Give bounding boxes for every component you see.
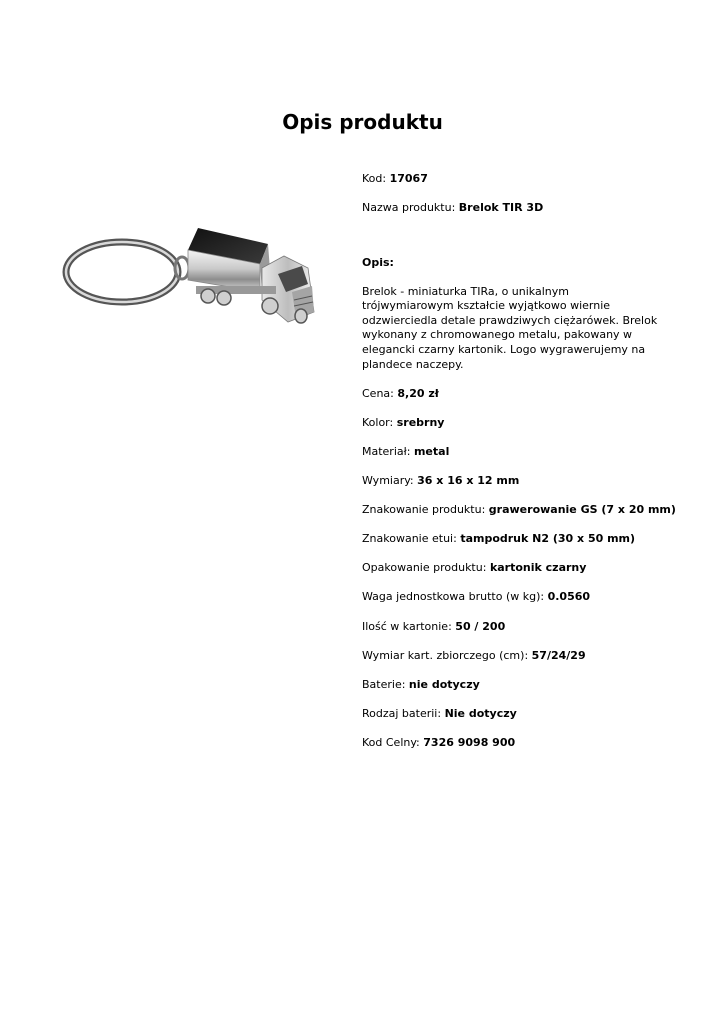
- attribute-label: Kolor:: [362, 415, 394, 429]
- attribute-label: Waga jednostkowa brutto (w kg):: [362, 590, 545, 604]
- description-text: Brelok - miniaturka TIRa, o unikalnym trójwymiarowym kształcie wyjątkowo wiernie odzwierciedla detale prawdziwych ciężarówek. Brelok wykonany z chromowanego metalu, pakowany w elegancki czarny kartonik. Logo wygrawerujemy na plandece naczepy.: [362, 284, 658, 371]
- attribute-value: grawerowanie GS (7 x 20 mm): [488, 503, 676, 517]
- attribute-value: 0.0560: [547, 590, 591, 604]
- page-title: Opis produktu: [282, 110, 443, 134]
- attribute-label: Opakowanie produktu:: [362, 561, 487, 575]
- attribute-label: Wymiary:: [362, 474, 414, 488]
- product-code-value: 17067: [389, 172, 428, 185]
- attribute-row-price: [362, 387, 702, 402]
- attribute-row-batteries: [362, 678, 702, 693]
- attribute-row-carton-quantity: [362, 620, 702, 635]
- attribute-label: Cena:: [362, 386, 394, 400]
- attribute-row-weight: [362, 590, 702, 605]
- attribute-value: metal: [413, 444, 450, 458]
- attribute-value: tampodruk N2 (30 x 50 mm): [460, 532, 636, 546]
- attribute-value: nie dotyczy: [408, 677, 480, 691]
- attribute-value: 36 x 16 x 12 mm: [417, 474, 520, 488]
- product-name-value: Brelok TIR 3D: [458, 201, 544, 215]
- attribute-label: Ilość w kartonie:: [362, 619, 452, 633]
- attribute-row-packaging: [362, 561, 702, 576]
- attribute-value: 7326 9098 900: [423, 735, 516, 749]
- attribute-row-carton-size: [362, 649, 702, 664]
- attribute-row-product-marking: [362, 503, 702, 518]
- attribute-value: srebrny: [396, 415, 445, 429]
- attribute-label: Wymiar kart. zbiorczego (cm):: [362, 648, 529, 662]
- product-code-label: Kod:: [362, 172, 387, 185]
- product-image: [56, 140, 346, 420]
- product-name-row: [362, 201, 702, 216]
- attribute-label: Rodzaj baterii:: [362, 706, 442, 720]
- product-name-label: Nazwa produktu:: [362, 201, 456, 215]
- attribute-value: kartonik czarny: [489, 561, 587, 575]
- attribute-value: 50 / 200: [455, 619, 506, 633]
- product-code-row: [362, 172, 702, 187]
- attribute-value: 8,20 zł: [397, 386, 439, 400]
- attribute-row-dimensions: [362, 474, 702, 489]
- attribute-label: Znakowanie etui:: [362, 532, 457, 546]
- attribute-label: Kod Celny:: [362, 735, 420, 749]
- attribute-label: Baterie:: [362, 677, 406, 691]
- attribute-row-customs-code: [362, 736, 702, 751]
- attribute-row-material: [362, 445, 702, 460]
- product-details: [362, 172, 702, 765]
- attribute-row-case-marking: [362, 532, 702, 547]
- attribute-label: Znakowanie produktu:: [362, 503, 486, 517]
- attribute-value: Nie dotyczy: [444, 706, 517, 720]
- attribute-row-color: [362, 416, 702, 431]
- description-heading: Opis:: [362, 255, 394, 269]
- attribute-value: 57/24/29: [531, 648, 586, 662]
- attribute-row-battery-type: [362, 707, 702, 722]
- attribute-label: Materiał:: [362, 444, 411, 458]
